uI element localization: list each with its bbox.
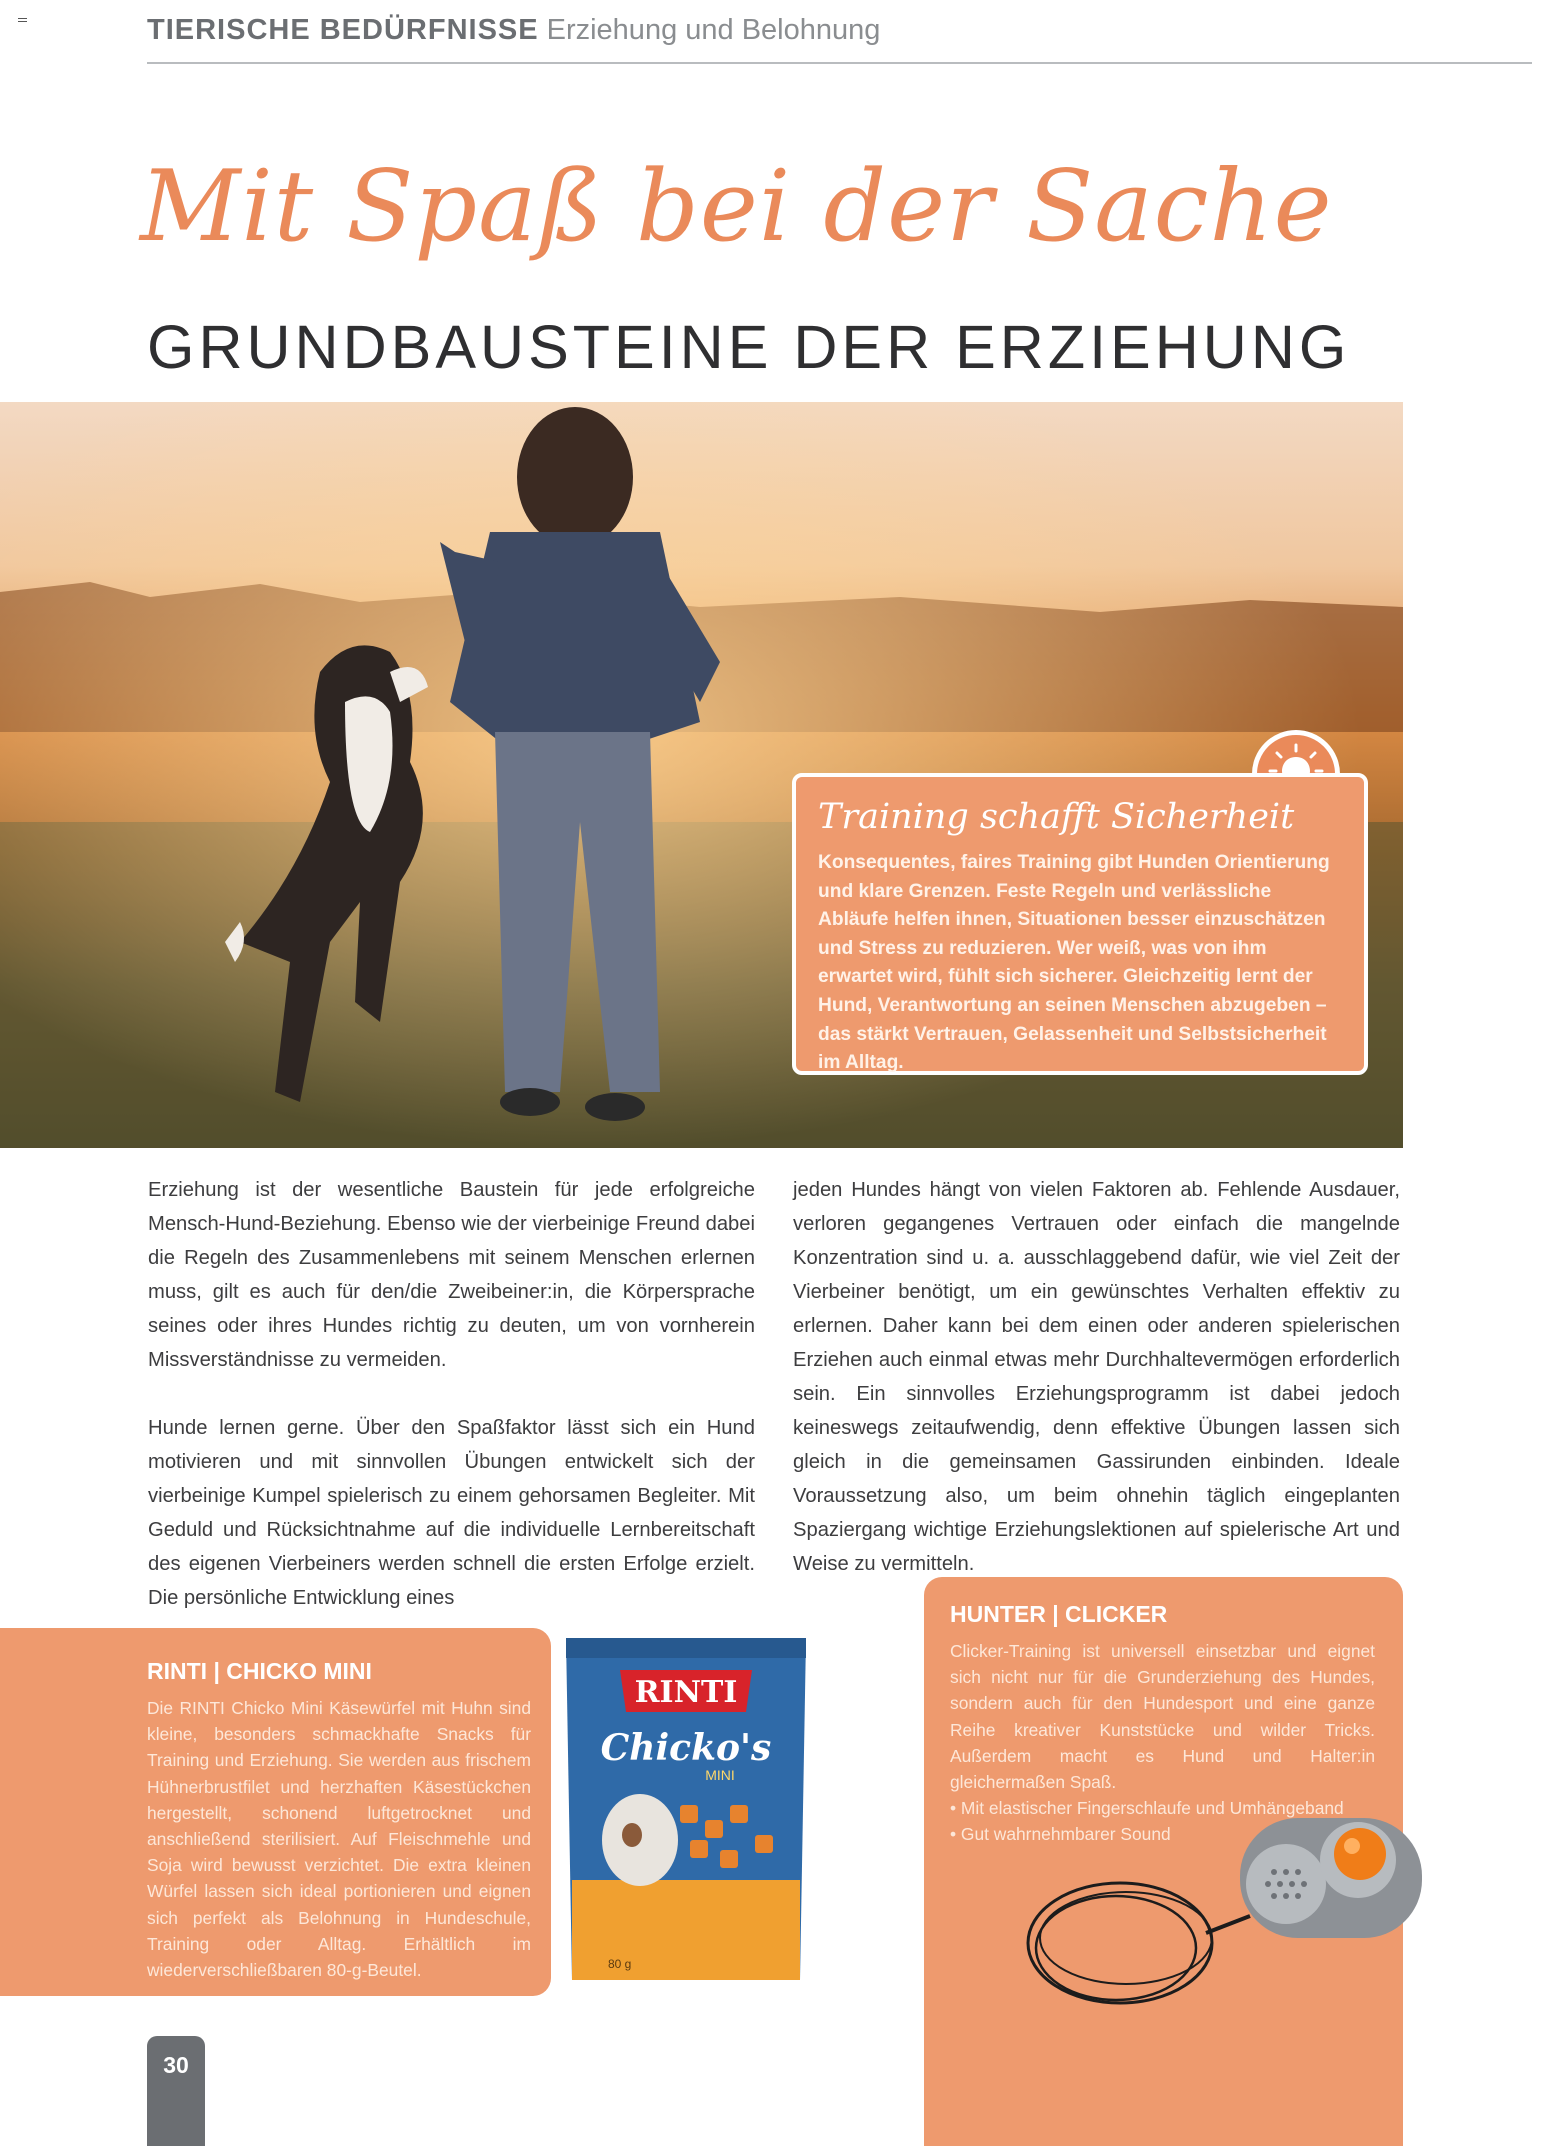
paragraph: jeden Hundes hängt von vielen Faktoren ab. Fehlende Ausdauer, verloren gegangenes Vertrauen oder einfach die mangelnde Konzentration sind u. a. ausschlaggebend dafür, wie viel Zeit der Vierbeiner benötigt, um ein gewünschtes Verhalten effektiv zu erlernen. Daher kann bei dem einen oder anderen spielerischen Erziehen auch einmal etwas mehr Durchhaltevermögen erforderlich sein. Ein sinnvolles Erziehungsprogramm ist dabei jedoch keineswegs zeitaufwendig, denn effektive Übungen lassen sich gleich in die gemeinsamen Gassirunden einbinden. Ideale Voraussetzung also, um beim ohnehin täglich eingeplanten Spaziergang wichtige Erziehungslektionen auf spielerische Art und Weise zu vermitteln.: [793, 1179, 1400, 1575]
page-number: 30: [147, 2036, 205, 2146]
menu-icon[interactable]: [18, 18, 27, 25]
subsection-title: Erziehung und Belohnung: [546, 14, 881, 46]
article-column-left: [148, 1173, 755, 1649]
pack-product-name: Chicko's: [600, 1727, 772, 1769]
product-pack-image: [560, 1630, 812, 1988]
main-headline: GRUNDBAUSTEINE DER ERZIEHUNG: [147, 313, 1351, 381]
script-headline: Mit Spaß bei der Sache: [140, 150, 1333, 264]
paragraph: Erziehung ist der wesentliche Baustein für jede erfolgreiche Mensch-Hund-Beziehung. Ebenso wie der vierbeinige Freund dabei die Regeln des Zusammenlebens mit seinem Menschen erlernen muss, gilt es auch für den/die Zweibeiner:in, die Körpersprache seines oder ihres Hundes richtig zu deuten, um von vornherein Missverständnisse zu vermeiden.: [148, 1179, 755, 1371]
tip-box: [792, 773, 1368, 1075]
product-description: Die RINTI Chicko Mini Käsewürfel mit Huhn sind kleine, besonders schmackhafte Snacks für Training und Erziehung. Sie werden aus frischem Hühnerbrustfilet und herzhaften Käsestückchen hergestellt, schonend luftgetrocknet und anschließend sterilisiert. Auf Fleischmehle und Soja wird bewusst verzichtet. Die extra kleinen Würfel lassen sich ideal portionieren und eignen sich perfekt als Belohnung in Hundeschule, Training oder Alltag. Erhältlich im wiederverschließbaren 80-g-Beutel.: [147, 1698, 531, 1981]
article-column-right: [793, 1173, 1400, 1615]
paragraph: Hunde lernen gerne. Über den Spaßfaktor lässt sich ein Hund motivieren und mit sinnvollen Übungen entwickelt sich der vierbeinige Kumpel spielerisch zu einem gehorsamen Begleiter. Mit Geduld und Rücksichtnahme auf die individuelle Lernbereitschaft des eigenen Vierbeiners werden schnell die ersten Erfolge erzielt. Die persönliche Entwicklung eines: [148, 1417, 755, 1609]
section-title: TIERISCHE BEDÜRFNISSE: [147, 14, 539, 46]
running-head: [147, 14, 880, 47]
feature-item: • Mit elastischer Fingerschlaufe und Umhängeband: [950, 1798, 1344, 1819]
product-box-rinti: [0, 1628, 551, 1996]
pack-brand: RINTI: [634, 1675, 738, 1710]
product-title: RINTI | CHICKO MINI: [147, 1658, 372, 1684]
pack-variant: MINI: [705, 1767, 735, 1783]
clicker-image: [1018, 1788, 1423, 2023]
pack-weight: 80 g: [608, 1957, 632, 1971]
tip-title: Training schafft Sicherheit: [818, 797, 1295, 837]
product-title: HUNTER | CLICKER: [950, 1601, 1168, 1627]
tip-text: Konsequentes, faires Training gibt Hunden Orientierung und klare Grenzen. Feste Regeln und verlässliche Abläufe helfen ihnen, Situationen besser einzuschätzen und Stress zu reduzieren. Wer weiß, was von ihm erwartet wird, fühlt sich sicherer. Gleichzeitig lernt der Hund, Verantwortung an seinen Menschen abzugeben – das stärkt Vertrauen, Gelassenheit und Selbstsicherheit im Alltag.: [818, 852, 1330, 1074]
feature-item: • Gut wahrnehmbarer Sound: [950, 1824, 1171, 1845]
product-description: Clicker-Training ist universell einsetzbar und eignet sich nicht nur für die Grunderziehung des Hundes, sondern auch für den Hundesport und eine ganze Reihe kreativer Kunststücke und wilder Tricks. Außerdem macht es Hund und Halter:in gleichermaßen Spaß.: [950, 1641, 1375, 1793]
header-divider: [147, 62, 1532, 64]
